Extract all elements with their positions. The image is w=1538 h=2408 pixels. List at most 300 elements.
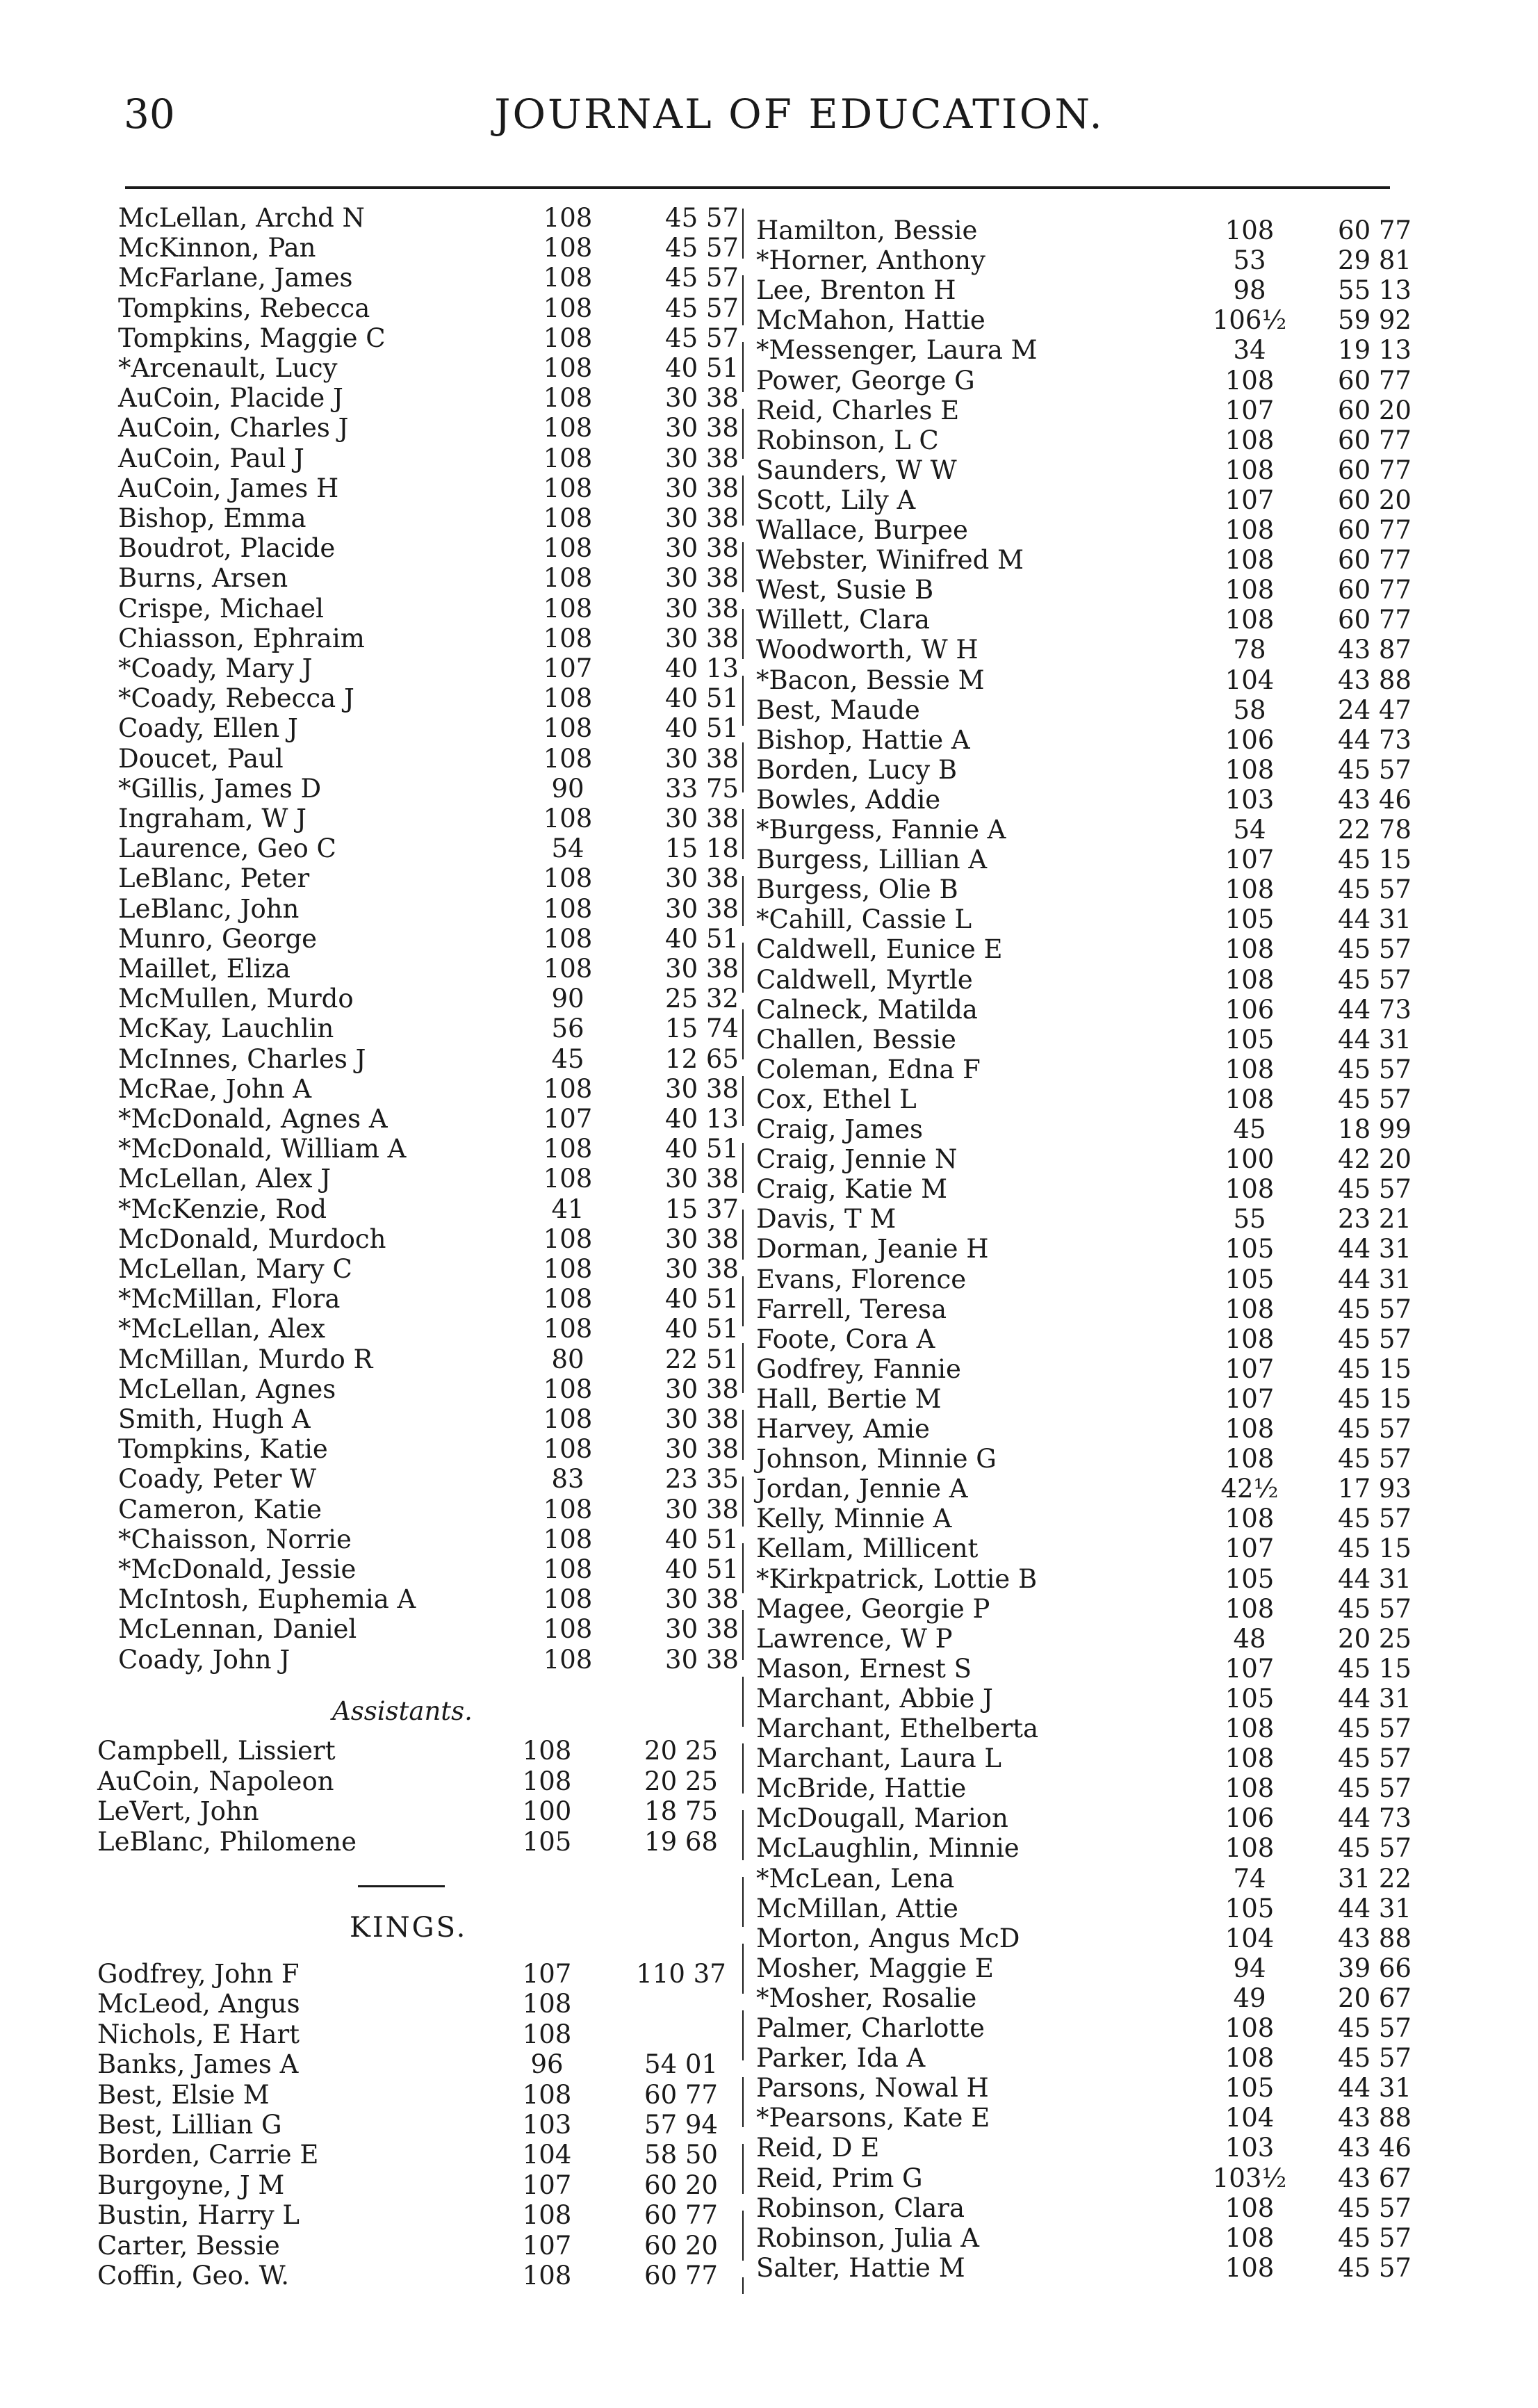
teacher-name: Bishop, Emma — [118, 503, 306, 533]
attendance-days: 94 — [1233, 1953, 1266, 1983]
grant-amount: 44 31 — [1338, 904, 1412, 935]
attendance-days: 74 — [1233, 1863, 1266, 1894]
grant-amount: 45 57 — [1338, 2222, 1412, 2253]
teacher-name: Coady, Peter W — [118, 1464, 317, 1495]
grant-amount: 30 38 — [665, 954, 739, 984]
teacher-name: Calneck, Matilda — [756, 994, 978, 1025]
grant-amount: 45 15 — [1338, 1534, 1412, 1564]
grant-amount: 45 15 — [1338, 1383, 1412, 1414]
attendance-days: 42½ — [1220, 1474, 1279, 1504]
list-item — [118, 323, 813, 353]
attendance-days: 108 — [1225, 2043, 1275, 2074]
teacher-name: McMillan, Attie — [756, 1893, 958, 1923]
list-item — [118, 503, 813, 533]
attendance-days: 106 — [1225, 1803, 1275, 1834]
list-item — [118, 1434, 813, 1464]
grant-amount: 30 38 — [665, 1374, 739, 1404]
teacher-name: Bowles, Addie — [756, 784, 941, 815]
list-item — [118, 924, 813, 954]
grant-amount: 45 15 — [1338, 1353, 1412, 1384]
attendance-days: 105 — [1225, 1683, 1275, 1714]
grant-amount: 30 38 — [665, 804, 739, 833]
list-item — [756, 245, 1451, 275]
list-item — [756, 995, 1451, 1025]
list-item — [756, 1084, 1451, 1114]
grant-amount: 30 38 — [665, 743, 739, 774]
grant-amount: 45 15 — [1338, 1653, 1412, 1684]
grant-amount: 43 67 — [1338, 2163, 1412, 2193]
attendance-days: 106 — [1225, 994, 1275, 1025]
list-item — [756, 1055, 1451, 1084]
grant-amount: 40 51 — [665, 353, 739, 383]
list-item — [756, 845, 1451, 874]
grant-amount: 60 77 — [1338, 605, 1412, 635]
teacher-name: Johnson, Minnie G — [756, 1444, 997, 1474]
teacher-name: Cox, Ethel L — [756, 1084, 917, 1114]
attendance-days: 103 — [1225, 2133, 1275, 2163]
assistants-heading: Assistants. — [332, 1696, 473, 1726]
teacher-name: Magee, Georgie P — [756, 1593, 990, 1624]
grant-amount: 43 46 — [1338, 2133, 1412, 2163]
grant-amount: 60 77 — [1338, 215, 1412, 245]
list-item — [756, 1384, 1451, 1414]
journal-title: JOURNAL OF EDUCATION. — [494, 90, 1104, 138]
list-item — [756, 1144, 1451, 1174]
grant-amount: 45 57 — [1338, 1714, 1412, 1743]
attendance-days: 108 — [543, 1314, 593, 1344]
attendance-days: 56 — [551, 1014, 584, 1044]
teacher-name: Coady, John J — [118, 1644, 291, 1675]
grant-amount: 18 99 — [1338, 1114, 1412, 1144]
attendance-days: 108 — [1225, 2222, 1275, 2253]
attendance-days: 108 — [1225, 2193, 1275, 2223]
grant-amount: 60 20 — [644, 2170, 718, 2200]
list-item — [97, 1766, 792, 1796]
teacher-name: AuCoin, Charles J — [118, 413, 349, 444]
teacher-name: Evans, Florence — [756, 1264, 967, 1294]
attendance-days: 108 — [1225, 1294, 1275, 1324]
attendance-days: 41 — [551, 1194, 584, 1224]
list-item — [118, 1524, 813, 1554]
grant-amount: 23 35 — [665, 1464, 739, 1495]
attendance-days: 108 — [543, 683, 593, 714]
teacher-name: *McDonald, Agnes A — [118, 1104, 388, 1134]
attendance-days: 80 — [551, 1344, 584, 1374]
teacher-name: Robinson, Julia A — [756, 2222, 979, 2253]
list-item — [118, 984, 813, 1014]
list-item — [756, 605, 1451, 635]
grant-amount: 30 38 — [665, 1614, 739, 1645]
list-item — [756, 1714, 1451, 1743]
grant-amount: 30 38 — [665, 533, 739, 564]
list-item — [756, 1624, 1451, 1654]
attendance-days: 108 — [1225, 1504, 1275, 1534]
list-item — [118, 1254, 813, 1284]
teacher-name: Craig, Jennie N — [756, 1144, 958, 1175]
teacher-name: Salter, Hattie M — [756, 2252, 965, 2283]
list-item — [756, 425, 1451, 455]
teacher-name: LeBlanc, Philomene — [97, 1826, 357, 1857]
grant-amount: 40 51 — [665, 1314, 739, 1344]
grant-amount: 19 68 — [644, 1826, 718, 1857]
teacher-name: McLellan, Archd N — [118, 203, 365, 233]
grant-amount: 45 57 — [665, 203, 739, 233]
grant-amount: 45 57 — [1338, 2013, 1412, 2043]
list-item — [118, 1374, 813, 1404]
attendance-days: 108 — [1225, 1833, 1275, 1864]
grant-amount: 30 38 — [665, 383, 739, 414]
teacher-name: McRae, John A — [118, 1073, 312, 1104]
list-item — [756, 2253, 1451, 2283]
teacher-name: Coleman, Edna F — [756, 1054, 981, 1084]
teacher-name: Scott, Lily A — [756, 485, 916, 515]
grant-amount: 60 77 — [1338, 455, 1412, 485]
teacher-name: Boudrot, Placide — [118, 533, 336, 564]
list-item — [97, 2231, 792, 2261]
grant-amount: 30 38 — [665, 413, 739, 444]
grant-amount: 43 87 — [1338, 635, 1412, 665]
teacher-name: Godfrey, John F — [97, 1959, 300, 1989]
teacher-name: *Arcenault, Lucy — [118, 353, 338, 383]
teacher-name: *Pearsons, Kate E — [756, 2103, 990, 2133]
grant-amount: 30 38 — [665, 473, 739, 503]
list-item — [756, 695, 1451, 725]
teacher-name: Bustin, Harry L — [97, 2200, 300, 2231]
grant-amount: 45 57 — [1338, 1444, 1412, 1474]
grant-amount: 44 31 — [1338, 2073, 1412, 2104]
list-item — [97, 2140, 792, 2170]
grant-amount: 60 77 — [1338, 425, 1412, 455]
attendance-days: 108 — [543, 1374, 593, 1404]
teacher-name: West, Susie B — [756, 575, 934, 605]
grant-amount: 40 51 — [665, 683, 739, 714]
list-item — [756, 1594, 1451, 1624]
teacher-name: Nichols, E Hart — [97, 2019, 300, 2049]
grant-amount: 39 66 — [1338, 1953, 1412, 1983]
list-item — [118, 1104, 813, 1134]
list-item — [756, 1923, 1451, 1953]
grant-amount: 30 38 — [665, 593, 739, 624]
list-item — [118, 1314, 813, 1344]
grant-amount: 40 51 — [665, 1524, 739, 1554]
teacher-name: AuCoin, Paul J — [118, 443, 304, 473]
attendance-days: 108 — [543, 743, 593, 774]
attendance-days: 107 — [1225, 485, 1275, 515]
attendance-days: 108 — [1225, 515, 1275, 545]
list-item — [756, 755, 1451, 785]
teacher-name: Coady, Ellen J — [118, 713, 298, 744]
grant-amount: 45 57 — [1338, 2043, 1412, 2074]
list-item — [756, 1354, 1451, 1384]
list-item — [97, 1796, 792, 1826]
list-item — [118, 594, 813, 624]
teacher-name: *McDonald, Jessie — [118, 1554, 357, 1584]
attendance-days: 108 — [1225, 545, 1275, 576]
teacher-name: Munro, George — [118, 923, 318, 954]
grant-amount: 45 57 — [1338, 2252, 1412, 2283]
grant-amount: 25 32 — [665, 984, 739, 1014]
teacher-name: McDougall, Marion — [756, 1803, 1008, 1834]
list-item — [118, 293, 813, 323]
list-item — [756, 575, 1451, 605]
grant-amount: 45 57 — [1338, 1414, 1412, 1444]
teacher-name: Challen, Bessie — [756, 1024, 956, 1055]
attendance-days: 49 — [1233, 1983, 1266, 2013]
teacher-name: Wallace, Burpee — [756, 515, 968, 545]
list-item — [118, 624, 813, 653]
attendance-days: 107 — [1225, 1353, 1275, 1384]
list-item — [97, 1827, 792, 1857]
list-item — [756, 1773, 1451, 1803]
teacher-name: *Coady, Rebecca J — [118, 683, 354, 714]
teacher-name: Mason, Ernest S — [756, 1653, 972, 1684]
list-item — [756, 2133, 1451, 2163]
list-item — [756, 1474, 1451, 1504]
teacher-name: Campbell, Lissiert — [97, 1736, 336, 1766]
attendance-days: 108 — [1225, 605, 1275, 635]
grant-amount: 40 51 — [665, 713, 739, 744]
attendance-days: 107 — [1225, 395, 1275, 425]
attendance-days: 45 — [551, 1043, 584, 1074]
attendance-days: 90 — [551, 773, 584, 804]
list-item — [756, 1743, 1451, 1773]
grant-amount: 30 38 — [665, 893, 739, 924]
teacher-name: *Bacon, Bessie M — [756, 665, 985, 695]
attendance-days: 108 — [543, 1254, 593, 1284]
teacher-name: Robinson, Clara — [756, 2193, 965, 2223]
attendance-days: 100 — [522, 1796, 572, 1826]
teacher-name: McDonald, Murdoch — [118, 1223, 386, 1254]
attendance-days: 108 — [543, 443, 593, 473]
teacher-name: Borden, Lucy B — [756, 754, 958, 785]
grant-amount: 40 51 — [665, 1284, 739, 1315]
grant-amount: 57 94 — [644, 2110, 718, 2140]
grant-amount: 45 57 — [1338, 1294, 1412, 1324]
list-item — [756, 485, 1451, 515]
teacher-name: Craig, James — [756, 1114, 923, 1144]
attendance-days: 106½ — [1212, 305, 1287, 336]
grant-amount: 40 13 — [665, 1104, 739, 1134]
grant-amount: 45 57 — [1338, 964, 1412, 995]
list-item — [118, 1044, 813, 1074]
teacher-name: Woodworth, W H — [756, 635, 979, 665]
attendance-days: 108 — [1225, 365, 1275, 396]
teacher-name: *Gillis, James D — [118, 773, 322, 804]
attendance-days: 34 — [1233, 335, 1266, 366]
teacher-name: Reid, Charles E — [756, 395, 960, 425]
teacher-name: Burgoyne, J M — [97, 2170, 285, 2200]
list-item — [118, 1014, 813, 1043]
attendance-days: 108 — [543, 1644, 593, 1675]
list-item — [756, 396, 1451, 425]
attendance-days: 54 — [551, 833, 584, 864]
page-number: 30 — [124, 90, 175, 138]
grant-amount: 30 38 — [665, 1073, 739, 1104]
list-item — [756, 1294, 1451, 1324]
grant-amount: 30 38 — [665, 1494, 739, 1524]
list-item — [756, 275, 1451, 305]
attendance-days: 105 — [1225, 1893, 1275, 1923]
teacher-name: Willett, Clara — [756, 605, 930, 635]
list-item — [756, 2073, 1451, 2103]
grant-amount: 45 57 — [1338, 1593, 1412, 1624]
attendance-days: 108 — [543, 1073, 593, 1104]
teacher-name: Burgess, Olie B — [756, 874, 958, 905]
list-item — [756, 2163, 1451, 2193]
attendance-days: 105 — [1225, 1234, 1275, 1264]
list-item — [118, 1404, 813, 1434]
list-item — [756, 515, 1451, 545]
list-item — [756, 874, 1451, 904]
grant-amount: 60 77 — [644, 2261, 718, 2291]
attendance-days: 108 — [543, 1134, 593, 1164]
grant-amount: 45 57 — [1338, 1773, 1412, 1804]
teacher-name: McMullen, Murdo — [118, 984, 354, 1014]
attendance-days: 48 — [1233, 1623, 1266, 1654]
grant-amount: 44 31 — [1338, 1893, 1412, 1923]
list-item — [756, 1025, 1451, 1055]
attendance-days: 108 — [543, 1584, 593, 1615]
attendance-days: 108 — [543, 1554, 593, 1584]
grant-amount: 30 38 — [665, 503, 739, 533]
teacher-name: Burgess, Lillian A — [756, 845, 988, 875]
teacher-name: Best, Maude — [756, 694, 920, 725]
attendance-days: 83 — [551, 1464, 584, 1495]
teacher-name: Kelly, Minnie A — [756, 1504, 952, 1534]
teacher-name: Tompkins, Rebecca — [118, 293, 370, 323]
list-item — [756, 1564, 1451, 1594]
grant-amount: 45 57 — [1338, 754, 1412, 785]
grant-amount: 33 75 — [665, 773, 739, 804]
attendance-days: 108 — [1225, 1714, 1275, 1743]
attendance-days: 108 — [1225, 575, 1275, 605]
teacher-name: McMahon, Hattie — [756, 305, 985, 336]
list-item — [118, 833, 813, 863]
teacher-name: Ingraham, W J — [118, 804, 306, 833]
teacher-name: LeVert, John — [97, 1796, 259, 1826]
teacher-name: Farrell, Teresa — [756, 1294, 947, 1324]
attendance-days: 108 — [543, 954, 593, 984]
teacher-name: Cameron, Katie — [118, 1494, 322, 1524]
teacher-name: Webster, Winifred M — [756, 545, 1024, 576]
grant-amount: 30 38 — [665, 1164, 739, 1194]
grant-amount: 43 46 — [1338, 784, 1412, 815]
attendance-days: 108 — [543, 233, 593, 263]
teacher-name: Reid, D E — [756, 2133, 880, 2163]
teacher-name: Bishop, Hattie A — [756, 724, 970, 755]
attendance-days: 108 — [543, 353, 593, 383]
attendance-days: 108 — [522, 1766, 572, 1796]
grant-amount: 23 21 — [1338, 1204, 1412, 1235]
grant-amount: 12 65 — [665, 1043, 739, 1074]
list-item — [756, 785, 1451, 815]
attendance-days: 104 — [1225, 665, 1275, 695]
grant-amount: 15 74 — [665, 1014, 739, 1044]
list-item — [118, 413, 813, 443]
teacher-name: Robinson, L C — [756, 425, 939, 455]
grant-amount: 45 57 — [665, 233, 739, 263]
list-item — [756, 305, 1451, 335]
list-item — [97, 1959, 792, 1989]
grant-amount: 40 51 — [665, 1554, 739, 1584]
teacher-name: AuCoin, James H — [118, 473, 339, 503]
teacher-name: AuCoin, Placide J — [118, 383, 343, 414]
attendance-days: 105 — [522, 1826, 572, 1857]
teacher-name: McFarlane, James — [118, 263, 353, 293]
teacher-name: Hamilton, Bessie — [756, 215, 978, 245]
list-item — [118, 1284, 813, 1314]
grant-amount: 59 92 — [1338, 305, 1412, 336]
attendance-days: 108 — [543, 1434, 593, 1465]
grant-amount: 20 25 — [644, 1736, 718, 1766]
attendance-days: 108 — [543, 1284, 593, 1315]
list-item — [756, 2043, 1451, 2073]
attendance-days: 106 — [1225, 724, 1275, 755]
grant-amount: 30 38 — [665, 1254, 739, 1284]
list-item — [756, 1684, 1451, 1714]
teacher-name: *Horner, Anthony — [756, 245, 985, 276]
grant-amount: 110 37 — [636, 1959, 726, 1989]
list-item — [756, 455, 1451, 485]
list-item — [756, 1894, 1451, 1923]
attendance-days: 105 — [1225, 2073, 1275, 2104]
attendance-days: 107 — [522, 1959, 572, 1989]
teacher-name: LeBlanc, John — [118, 893, 300, 924]
attendance-days: 108 — [522, 2200, 572, 2231]
teacher-name: McLellan, Agnes — [118, 1374, 336, 1404]
grant-amount: 60 77 — [1338, 545, 1412, 576]
grant-amount: 44 31 — [1338, 1234, 1412, 1264]
grant-amount: 44 73 — [1338, 724, 1412, 755]
attendance-days: 108 — [1225, 934, 1275, 965]
teacher-name: *McDonald, William A — [118, 1134, 407, 1164]
attendance-days: 90 — [551, 984, 584, 1014]
list-item — [756, 1864, 1451, 1894]
teacher-name: Smith, Hugh A — [118, 1404, 311, 1434]
list-item — [756, 366, 1451, 396]
teacher-name: Morton, Angus McD — [756, 1923, 1020, 1953]
attendance-days: 108 — [1225, 455, 1275, 485]
attendance-days: 108 — [1225, 1174, 1275, 1205]
grant-amount: 60 20 — [1338, 395, 1412, 425]
teacher-name: Mosher, Maggie E — [756, 1953, 994, 1983]
teacher-name: LeBlanc, Peter — [118, 863, 310, 894]
list-item — [118, 1074, 813, 1104]
teacher-name: Marchant, Ethelberta — [756, 1714, 1039, 1743]
grant-amount: 30 38 — [665, 1584, 739, 1615]
grant-amount: 44 73 — [1338, 994, 1412, 1025]
attendance-days: 108 — [1225, 1593, 1275, 1624]
grant-amount: 30 38 — [665, 443, 739, 473]
teacher-name: McIntosh, Euphemia A — [118, 1584, 416, 1615]
list-item — [756, 1264, 1451, 1294]
list-item — [97, 2019, 792, 2049]
teacher-name: Crispe, Michael — [118, 593, 324, 624]
list-item — [118, 1554, 813, 1584]
list-item — [756, 965, 1451, 995]
list-item — [756, 1414, 1451, 1444]
grant-amount: 44 73 — [1338, 1803, 1412, 1834]
grant-amount: 45 57 — [1338, 1504, 1412, 1534]
grant-amount: 24 47 — [1338, 694, 1412, 725]
grant-amount: 60 20 — [1338, 485, 1412, 515]
attendance-days: 105 — [1225, 1264, 1275, 1294]
attendance-days: 108 — [543, 593, 593, 624]
attendance-days: 108 — [543, 263, 593, 293]
attendance-days: 108 — [543, 893, 593, 924]
list-item — [756, 904, 1451, 934]
teacher-name: McLellan, Alex J — [118, 1164, 332, 1194]
